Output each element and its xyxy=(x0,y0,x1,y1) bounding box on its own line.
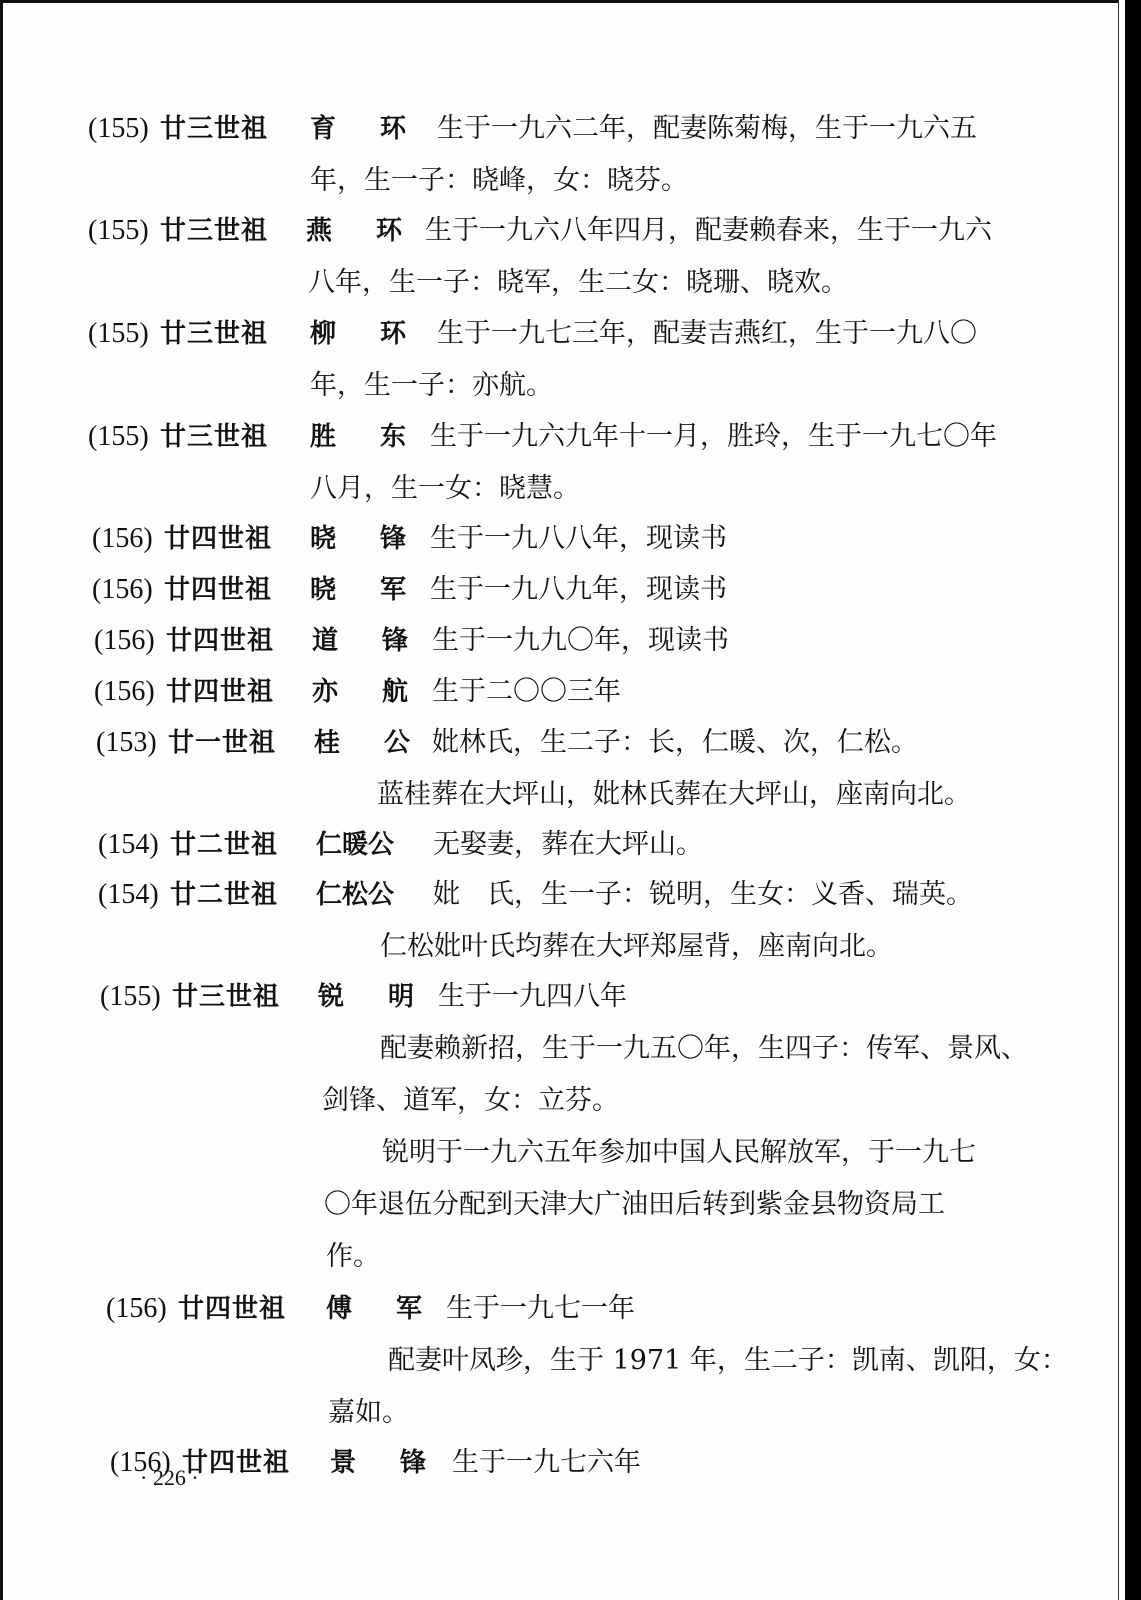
entry-text-line: 配妻赖新招，生于一九五〇年，生四子：传军、景风、 xyxy=(380,1033,1028,1064)
entry-text-line: 生于一九四八年 xyxy=(438,981,627,1012)
entry-generation: 廿三世祖 xyxy=(160,114,269,144)
entry-text-line: 配妻叶凤珍，生于 1971 年，生二子：凯南、凯阳，女： xyxy=(388,1345,1068,1376)
entry-text-line: 年，生一子：晓峰，女：晓芬。 xyxy=(310,165,688,196)
entry-number: (155) xyxy=(88,318,149,349)
entry-generation: 廿一世祖 xyxy=(168,728,277,758)
entry-number: (154) xyxy=(98,829,159,860)
entry-name: 燕环 xyxy=(306,216,447,246)
entry-number: (156) xyxy=(94,625,155,656)
entry-text-line: 生于一九七一年 xyxy=(446,1293,635,1324)
entry-text-line: 生于一九八九年，现读书 xyxy=(430,574,727,605)
entry-number: (156) xyxy=(110,1447,171,1478)
entry-name: 柳环 xyxy=(310,319,451,349)
entry-generation: 廿三世祖 xyxy=(160,422,269,452)
entry-text-line: 作。 xyxy=(326,1241,380,1272)
entry-number: (156) xyxy=(92,523,153,554)
entry-text-line: 八月，生一女：晓慧。 xyxy=(310,473,580,504)
entry-name: 桂公 xyxy=(314,728,455,758)
entry-generation: 廿四世祖 xyxy=(166,677,275,707)
entry-number: (156) xyxy=(94,676,155,707)
entry-text-line: 年，生一子：亦航。 xyxy=(310,370,553,401)
entry-text-line: 妣林氏，生二子：长，仁暖、次，仁松。 xyxy=(432,727,918,758)
entry-number: (156) xyxy=(92,574,153,605)
entry-name: 晓锋 xyxy=(310,524,451,554)
entry-generation: 廿三世祖 xyxy=(160,216,269,246)
entry-text-line: 八年，生一子：晓军，生二女：晓珊、晓欢。 xyxy=(308,267,848,298)
entry-text-line: 生于一九八八年，现读书 xyxy=(430,523,727,554)
entry-text-line: 嘉如。 xyxy=(328,1397,409,1428)
page-number: · 226 · xyxy=(140,1465,199,1490)
entry-generation: 廿四世祖 xyxy=(164,575,273,605)
entry-number: (155) xyxy=(88,421,149,452)
entry-number: (155) xyxy=(88,215,149,246)
entry-text-line: 生于一九六二年，配妻陈菊梅，生于一九六五 xyxy=(437,113,977,144)
entry-text-line: 仁松妣叶氏均葬在大坪郑屋背，座南向北。 xyxy=(380,931,893,962)
entry-number: (153) xyxy=(96,727,157,758)
entry-generation: 廿三世祖 xyxy=(160,319,269,349)
entry-text-line: 剑锋、道军，女：立芬。 xyxy=(322,1085,619,1116)
entry-text-line: 锐明于一九六五年参加中国人民解放军，于一九七 xyxy=(382,1137,976,1168)
entry-generation: 廿三世祖 xyxy=(172,982,281,1012)
entry-text-line: 生于一九七三年，配妻吉燕红，生于一九八〇 xyxy=(437,318,977,349)
entry-name: 傅军 xyxy=(326,1294,467,1324)
entry-text-line: 生于一九六八年四月，配妻赖春来，生于一九六 xyxy=(425,215,992,246)
entry-generation: 廿四世祖 xyxy=(166,626,275,656)
entry-number: (155) xyxy=(88,113,149,144)
entry-generation: 廿四世祖 xyxy=(182,1448,291,1478)
entry-text-line: 生于二〇〇三年 xyxy=(432,676,621,707)
entry-name: 晓军 xyxy=(310,575,451,605)
entry-generation: 廿二世祖 xyxy=(170,830,279,860)
entry-name: 育环 xyxy=(310,114,451,144)
entry-text-line: 无娶妻，葬在大坪山。 xyxy=(433,829,703,860)
entry-generation: 廿四世祖 xyxy=(178,1294,287,1324)
entry-text-line: 生于一九九〇年，现读书 xyxy=(432,625,729,656)
entry-name: 道锋 xyxy=(312,626,453,656)
entry-name: 仁暖公 xyxy=(316,830,395,860)
entry-number: (156) xyxy=(106,1293,167,1324)
entry-text-line: 生于一九六九年十一月，胜玲，生于一九七〇年 xyxy=(430,421,997,452)
entry-text-line: 〇年退伍分配到天津大广油田后转到紫金县物资局工 xyxy=(324,1189,945,1220)
entry-text-line: 生于一九七六年 xyxy=(452,1447,641,1478)
entry-name: 锐明 xyxy=(318,982,459,1012)
entry-name: 景锋 xyxy=(330,1448,471,1478)
entry-name: 亦航 xyxy=(312,677,453,707)
entry-name: 仁松公 xyxy=(316,880,395,910)
entry-name: 胜东 xyxy=(310,422,451,452)
entry-number: (154) xyxy=(98,879,159,910)
entry-text-line: 妣 氏，生一子：锐明，生女：义香、瑞英。 xyxy=(433,879,973,910)
entry-text-line: 蓝桂葬在大坪山，妣林氏葬在大坪山，座南向北。 xyxy=(377,779,971,810)
entry-number: (155) xyxy=(100,981,161,1012)
entry-generation: 廿二世祖 xyxy=(170,880,279,910)
entry-generation: 廿四世祖 xyxy=(164,524,273,554)
